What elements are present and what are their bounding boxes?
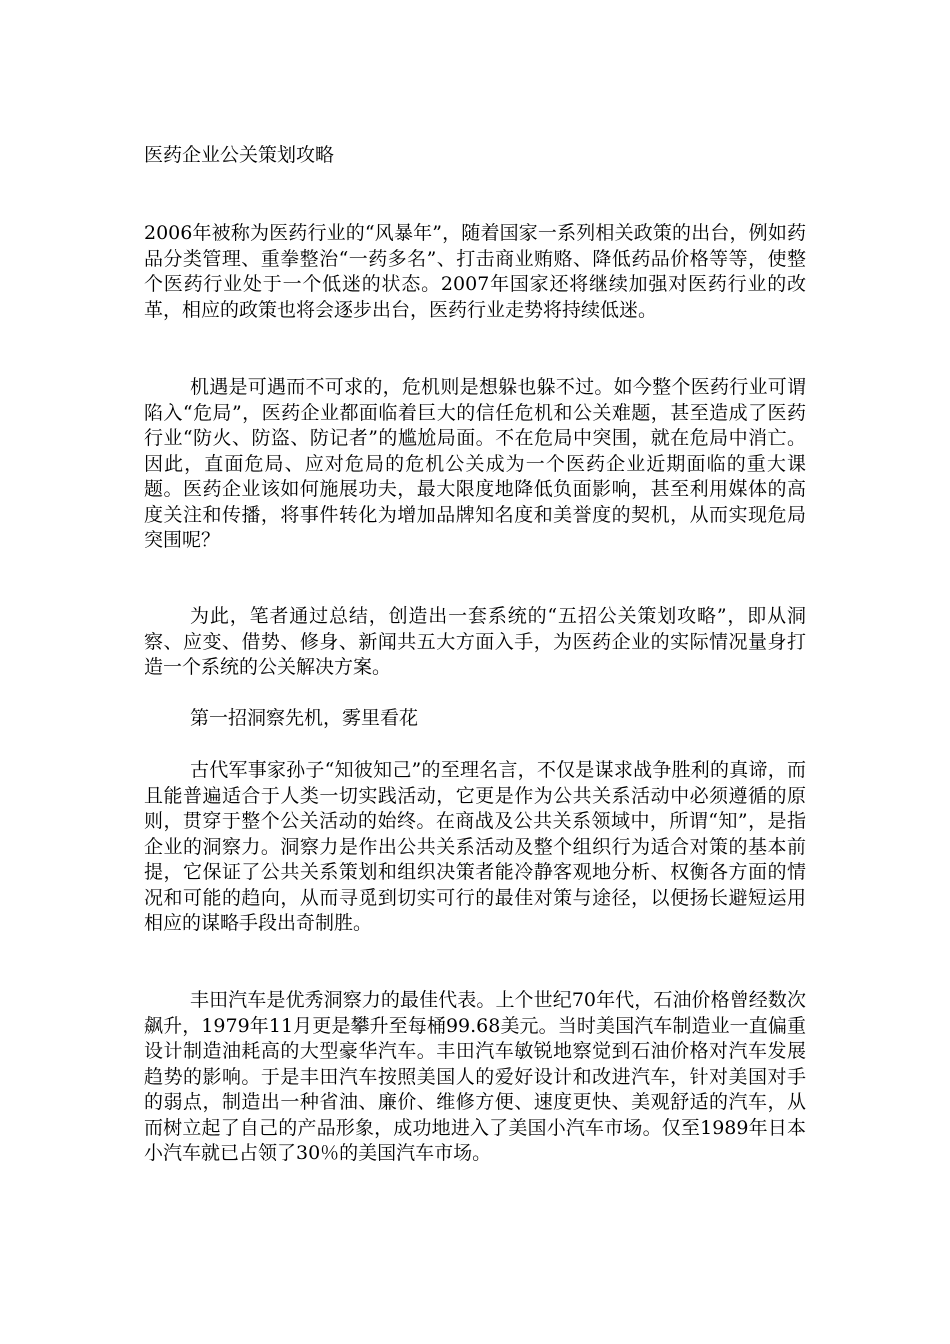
section-heading-first-move: 第一招洞察先机，雾里看花 <box>190 707 419 729</box>
paragraph-intro: 2006年被称为医药行业的“风暴年”，随着国家一系列相关政策的出台，例如药品分类管理、重拳整治“一药多名”、打击商业贿赂、降低药品价格等等，使整个医药行业处于一个低迷的状态。2007年国家还将继续加强对医药行业的改革，相应的政策也将会逐步出台，医药行业走势将持续低迷。 <box>144 222 806 321</box>
document-title: 医药企业公关策划攻略 <box>144 144 335 166</box>
paragraph-toyota-example: 丰田汽车是优秀洞察力的最佳代表。上个世纪70年代，石油价格曾经数次飙升，1979年11月更是攀升至每桶99.68美元。当时美国汽车制造业一直偏重设计制造油耗高的大型豪华汽车。丰田汽车敏锐地察觉到石油价格对汽车发展趋势的影响。于是丰田汽车按照美国人的爱好设计和改进汽车，针对美国对手的弱点，制造出一种省油、廉价、维修方便、速度更快、美观舒适的汽车，从而树立起了自己的产品形象，成功地进入了美国小汽车市场。仅至1989年日本小汽车就已占领了30％的美国汽车市场。 <box>144 989 806 1164</box>
paragraph-crisis: 机遇是可遇而不可求的，危机则是想躲也躲不过。如今整个医药行业可谓陷入“危局”，医药企业都面临着巨大的信任危机和公关难题，甚至造成了医药行业“防火、防盗、防记者”的尴尬局面。不在危局中突围，就在危局中消亡。因此，直面危局、应对危局的危机公关成为一个医药企业近期面临的重大课题。医药企业该如何施展功夫，最大限度地降低负面影响，甚至利用媒体的高度关注和传播，将事件转化为增加品牌知名度和美誉度的契机，从而实现危局突围呢？ <box>144 376 806 551</box>
paragraph-insight: 古代军事家孙子“知彼知己”的至理名言，不仅是谋求战争胜利的真谛，而且能普遍适合于人类一切实践活动，它更是作为公共关系活动中必须遵循的原则，贯穿于整个公关活动的始终。在商战及公共关系领域中，所谓“知”，是指企业的洞察力。洞察力是作出公共关系活动及整个组织行为适合对策的基本前提，它保证了公共关系策划和组织决策者能冷静客观地分析、权衡各方面的情况和可能的趋向，从而寻觅到切实可行的最佳对策与途径，以便扬长避短运用相应的谋略手段出奇制胜。 <box>144 759 806 934</box>
paragraph-strategy-overview: 为此，笔者通过总结，创造出一套系统的“五招公关策划攻略”，即从洞察、应变、借势、修身、新闻共五大方面入手，为医药企业的实际情况量身打造一个系统的公关解决方案。 <box>144 605 806 678</box>
